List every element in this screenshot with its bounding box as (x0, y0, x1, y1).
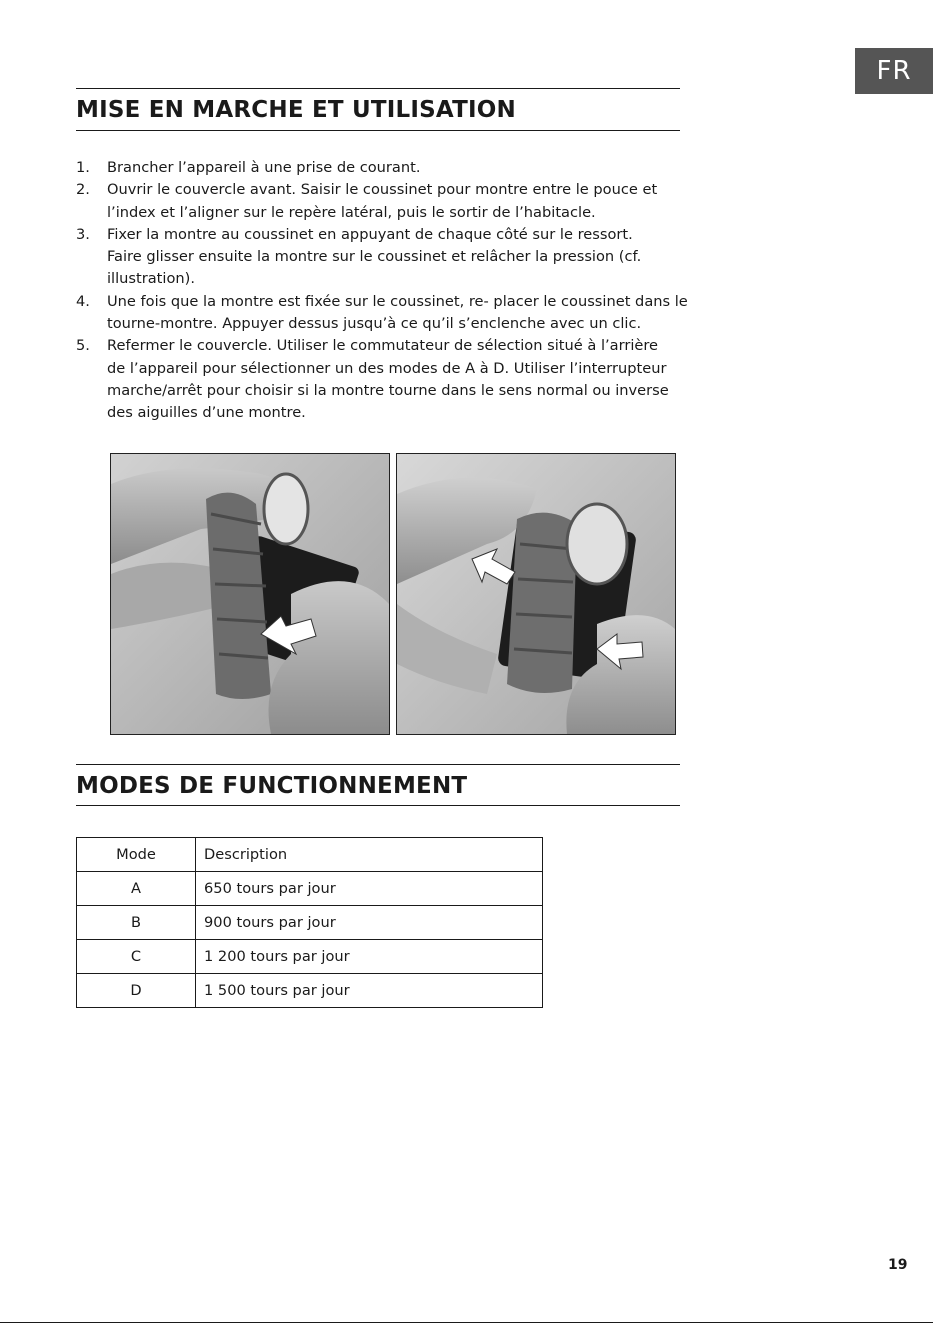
mode-cell: A (77, 872, 196, 906)
page-number: 19 (888, 1257, 908, 1273)
step-text-line: marche/arrêt pour choisir si la montre tourne dans le sens normal ou inverse (107, 381, 669, 399)
step-text-line: Ouvrir le couvercle avant. Saisir le coussinet pour montre entre le pouce et (107, 181, 658, 199)
footer-rule (0, 1322, 933, 1323)
table-row (77, 872, 543, 906)
table-row (77, 974, 543, 1008)
table-header-row (77, 838, 543, 872)
step-text-line: tourne-montre. Appuyer dessus jusqu’à ce qu’il s’enclenche avec un clic. (107, 315, 642, 333)
step-number: 1. (76, 159, 90, 176)
step-number: 3. (76, 225, 90, 243)
step-text-line: illustration). (107, 270, 195, 288)
mode-cell: C (77, 940, 196, 974)
step-number: 5. (76, 337, 90, 355)
step-text-line: des aiguilles d’une montre. (107, 404, 306, 422)
step-text-line: Refermer le couvercle. Utiliser le commutateur de sélection situé à l’arrière (107, 337, 659, 355)
header-mode: Mode (77, 838, 196, 872)
list-item (76, 157, 688, 179)
title-rule-top-2 (76, 764, 680, 765)
description-cell: 650 tours par jour (196, 872, 543, 906)
mode-cell: D (77, 974, 196, 1008)
list-item (76, 179, 688, 224)
modes-table (76, 837, 543, 1008)
step-number: 2. (76, 181, 90, 199)
description-cell: 1 500 tours par jour (196, 974, 543, 1008)
step-number: 4. (76, 292, 90, 310)
section-title-modes: MODES DE FUNCTIONNEMENT (76, 773, 468, 799)
title-rule-bottom (76, 130, 680, 131)
mode-cell: B (77, 906, 196, 940)
photo-insert-cushion (396, 453, 676, 735)
title-rule-bottom-2 (76, 805, 680, 806)
header-description: Description (196, 838, 543, 872)
step-text-line: Faire glisser ensuite la montre sur le coussinet et relâcher la pression (cf. (107, 248, 642, 266)
step-text-line: Une fois que la montre est fixée sur le coussinet, re- placer le coussinet dans le (107, 292, 688, 310)
step-text-line: Fixer la montre au coussinet en appuyant de chaque côté sur le ressort. (107, 225, 633, 243)
step-text-line: l’index et l’aligner sur le repère latéral, puis le sortir de l’habitacle. (107, 203, 596, 221)
section-title-usage: MISE EN MARCHE ET UTILISATION (76, 97, 516, 123)
list-item (76, 335, 688, 424)
table-row (77, 906, 543, 940)
steps-list (76, 157, 688, 425)
description-cell: 1 200 tours par jour (196, 940, 543, 974)
step-text-line: Brancher l’appareil à une prise de courant. (107, 159, 421, 176)
table-row (77, 940, 543, 974)
photo-attach-cushion (110, 453, 390, 735)
list-item (76, 291, 688, 336)
description-cell: 900 tours par jour (196, 906, 543, 940)
step-text-line: de l’appareil pour sélectionner un des modes de A à D. Utiliser l’interrupteur (107, 359, 667, 377)
language-tab: FR (855, 48, 933, 94)
title-rule-top (76, 88, 680, 89)
list-item (76, 224, 688, 291)
